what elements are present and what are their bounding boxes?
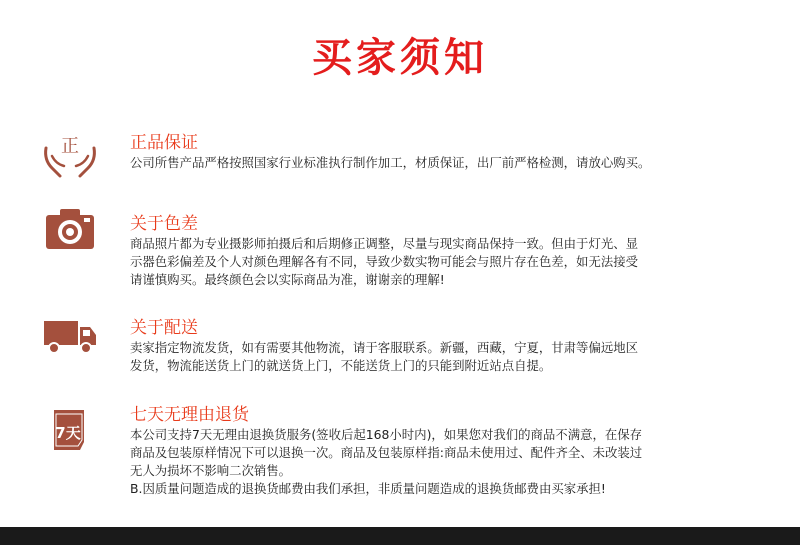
- section-line: 示器色彩偏差及个人对颜色理解各有不同，导致少数实物可能会与照片存在色差，如无法接受: [130, 254, 639, 269]
- camera-icon: [40, 203, 100, 255]
- genuine-icon-text: 正: [61, 136, 79, 157]
- hands-genuine-icon: [40, 130, 100, 182]
- section-heading: 七天无理由退货: [130, 405, 249, 425]
- section-line: 发货，物流能送货上门的就送货上门，不能送货上门的只能到附近站点自提。: [130, 358, 552, 373]
- page-title: 买家须知: [312, 35, 488, 81]
- footer-bar: [0, 527, 800, 545]
- section-heading: 正品保证: [130, 133, 198, 153]
- section-heading: 关于配送: [130, 318, 198, 338]
- section-line: 商品照片都为专业摄影师拍摄后和后期修正调整，尽量与现实商品保持一致。但由于灯光、显: [130, 236, 639, 251]
- section-line: 本公司支持7天无理由退换货服务(签收后起168小时内)，如果您对我们的商品不满意，在保存: [130, 427, 643, 442]
- seven-days-calendar-icon: [40, 406, 100, 458]
- section-body: [130, 426, 750, 498]
- section-body: [130, 154, 750, 172]
- section-line: 无人为损坏不影响二次销售。: [130, 463, 292, 478]
- section-body: [130, 235, 750, 289]
- section-line: B.因质量问题造成的退换货邮费由我们承担，非质量问题造成的退换货邮费由买家承担!: [130, 481, 606, 496]
- delivery-truck-icon: [40, 311, 100, 363]
- section-line: 卖家指定物流发货，如有需要其他物流，请于客服联系。新疆，西藏，宁夏，甘肃等偏远地区: [130, 340, 639, 355]
- section-heading: 关于色差: [130, 214, 198, 234]
- section-line: 商品及包装原样情况下可以退换一次。商品及包装原样指:商品未使用过、配件齐全、未改装过: [130, 445, 643, 460]
- section-body: [130, 339, 750, 375]
- section-line: 公司所售产品严格按照国家行业标准执行制作加工，材质保证，出厂前严格检测，请放心购买。: [130, 155, 651, 170]
- section-line: 请谨慎购买。最终颜色会以实际商品为准，谢谢亲的理解!: [130, 272, 445, 287]
- seven-days-icon-text: 7天: [55, 424, 81, 442]
